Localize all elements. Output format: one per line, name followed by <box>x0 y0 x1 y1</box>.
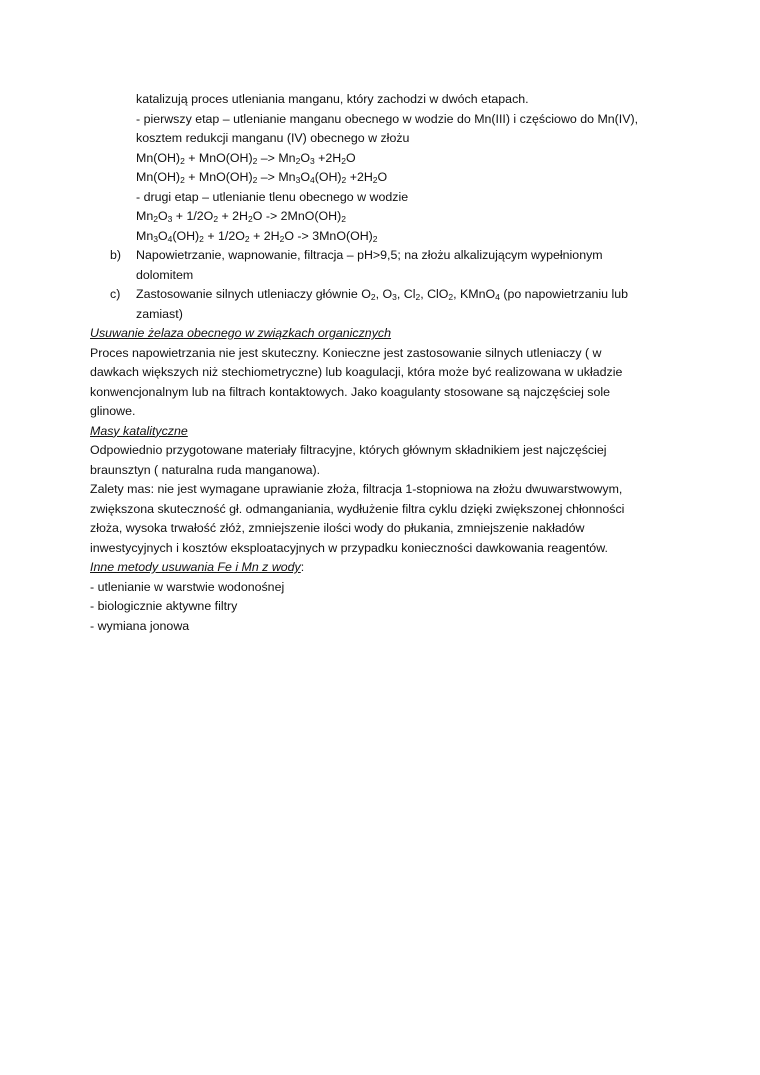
list-item: - utlenianie w warstwie wodonośnej <box>90 579 285 594</box>
paragraph-line: dawkach większych niż stechiometryczne) lub koagulacji, która może być realizowana w układzie <box>90 365 623 379</box>
list-item-c-continuation: zamiast) <box>136 306 183 321</box>
section-heading-other: Inne metody usuwania Fe i Mn z wody <box>90 560 301 574</box>
list-item-b-continuation: dolomitem <box>136 267 194 282</box>
stage-one-line: - pierwszy etap – utlenianie manganu obecnego w wodzie do Mn(III) i częściowo do Mn(IV), <box>136 111 639 126</box>
list-marker: b) <box>110 248 122 262</box>
list-item-c <box>90 285 680 305</box>
section-heading-masses: Masy katalityczne <box>90 423 188 438</box>
paragraph-line: konwencjonalnym lub na filtrach kontaktowych. Jako koagulanty stosowane są najczęściej sole <box>90 384 611 399</box>
list-item-text: Zastosowanie silnych utleniaczy głównie $O_2$, $O_3$, $Cl_2$, ClO$_2$, KMnO$_4$ (po napowietrzaniu lub <box>136 287 629 302</box>
equation-3: $Mn_2O_3 + 1/2O_2 + 2H_2O -> 2MnO(OH)_2$ <box>136 209 346 224</box>
equation-1: $Mn(OH)_2 + MnO(OH)_2 -> Mn_2O_3 +2H_2O$ <box>136 150 356 166</box>
paragraph-line: inwestycyjnych i kosztów eksploatacyjnych w przypadku konieczności dawkowania reagentów. <box>90 540 608 555</box>
list-item: - wymiana jonowa <box>90 618 190 633</box>
stage-two-line: - drugi etap – utlenianie tlenu obecnego w wodzie <box>136 189 409 204</box>
paragraph-line: Odpowiednio przygotowane materiały filtracyjne, których głównym składnikiem jest najczęściej <box>90 443 607 457</box>
paragraph-line: złoża, wysoka trwałość złóż, zmniejszenie ilości wody do płukania, zmniejszenie nakładów <box>90 521 585 535</box>
paragraph-line: Proces napowietrzania nie jest skuteczny. Konieczne jest zastosowanie silnych utleniaczy ( w <box>90 345 602 360</box>
list-item-b <box>90 246 680 266</box>
paragraph-line: braunsztyn ( naturalna ruda manganowa). <box>90 462 321 477</box>
paragraph-line: zwiększona skuteczność gł. odmanganiania, wydłużenie filtra cyklu dzięki zwiększonej chłonności <box>90 501 625 516</box>
paragraph-line: glinowe. <box>90 404 136 418</box>
stage-one-line-2: kosztem redukcji manganu (IV) obecnego w złożu <box>136 131 410 145</box>
section-heading-other-row <box>90 558 680 578</box>
list-item-text: Napowietrzanie, wapnowanie, filtracja – pH>9,5; na złożu alkalizującym wypełnionym <box>136 248 603 262</box>
document-body <box>90 90 680 636</box>
paragraph-line: Zalety mas: nie jest wymagane uprawianie złoża, filtracja 1-stopniowa na złożu dwuwarstwowym, <box>90 482 623 496</box>
section-heading-iron: Usuwanie żelaza obecnego w związkach organicznych <box>90 326 391 340</box>
list-item: - biologicznie aktywne filtry <box>90 599 238 613</box>
heading-colon: : <box>300 560 305 574</box>
intro-line: katalizują proces utleniania manganu, który zachodzi w dwóch etapach. <box>136 92 529 106</box>
equation-2: $Mn(OH)_2 + MnO(OH)_2 -> Mn_3O_4(OH)_2 +2H_2O$ <box>136 170 388 185</box>
equation-4: $Mn_3O_4(OH)_2 + 1/2O_2 + 2H_2O -> 3MnO(OH)_2$ <box>136 228 378 244</box>
list-marker: c) <box>110 287 121 301</box>
